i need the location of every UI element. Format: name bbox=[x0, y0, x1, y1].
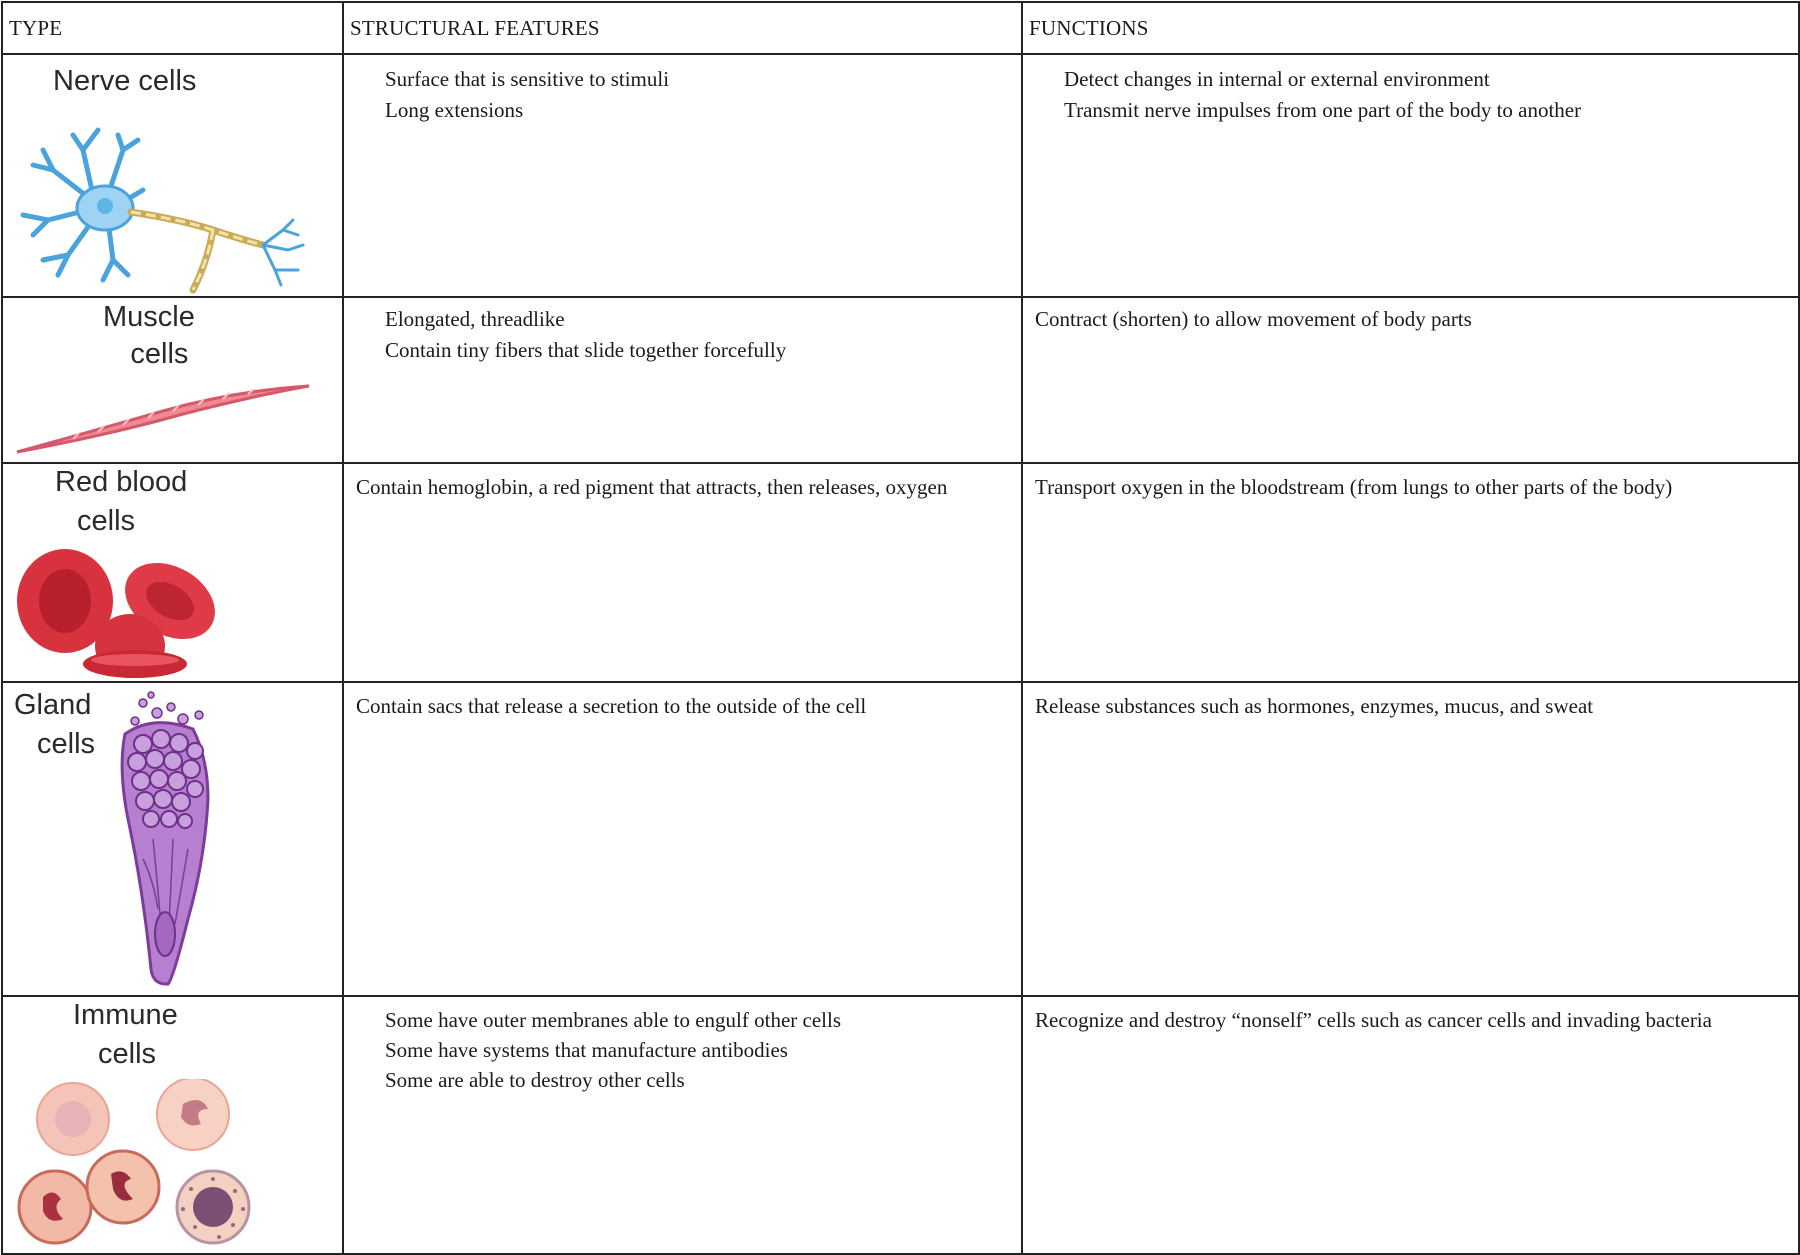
functions-cell bbox=[1022, 54, 1799, 297]
muscle-cell-icon bbox=[13, 376, 313, 456]
table-row bbox=[2, 54, 1799, 297]
functions-cell bbox=[1022, 463, 1799, 682]
feature-line: Surface that is sensitive to stimuli bbox=[385, 67, 670, 91]
structural-features-cell bbox=[343, 463, 1022, 682]
cell-type-label: Muscle cells bbox=[103, 301, 195, 370]
cell-type-label: Red blood cells bbox=[55, 466, 188, 537]
type-cell bbox=[2, 463, 343, 682]
red-blood-cells-icon bbox=[15, 546, 225, 678]
function-line: Release substances such as hormones, enzymes, mucus, and sweat bbox=[1035, 694, 1594, 718]
structural-features-cell bbox=[343, 54, 1022, 297]
feature-line: Elongated, threadlike bbox=[385, 307, 565, 331]
function-line: Recognize and destroy “nonself” cells such as cancer cells and invading bacteria bbox=[1035, 1008, 1712, 1032]
feature-line: Long extensions bbox=[385, 97, 524, 122]
table-row bbox=[2, 297, 1799, 463]
header-row bbox=[2, 2, 1799, 54]
structural-features-cell bbox=[343, 297, 1022, 463]
header-type: TYPE bbox=[2, 2, 343, 54]
nerve-cell-icon bbox=[13, 110, 313, 295]
table-row bbox=[2, 682, 1799, 996]
functions-cell bbox=[1022, 996, 1799, 1254]
structural-features-cell bbox=[343, 996, 1022, 1254]
function-line: Transmit nerve impulses from one part of the body to another bbox=[1064, 97, 1582, 122]
type-cell bbox=[2, 297, 343, 463]
cell-type-label: Gland cells bbox=[14, 689, 96, 760]
cell-type-label: Immune cells bbox=[73, 999, 178, 1070]
feature-line: Some have outer membranes able to engulf other cells bbox=[385, 1008, 842, 1032]
type-cell bbox=[2, 682, 343, 996]
function-line: Detect changes in internal or external environment bbox=[1064, 67, 1490, 91]
cell-types-table bbox=[1, 1, 1800, 1255]
table-row bbox=[2, 996, 1799, 1254]
feature-line: Some are able to destroy other cells bbox=[385, 1068, 685, 1092]
type-cell bbox=[2, 996, 343, 1254]
feature-line: Contain hemoglobin, a red pigment that attracts, then releases, oxygen bbox=[356, 475, 948, 499]
cell-type-label: Nerve cells bbox=[53, 65, 197, 97]
header-functions: FUNCTIONS bbox=[1022, 2, 1799, 54]
feature-line: Contain tiny fibers that slide together forcefully bbox=[385, 337, 787, 362]
header-structural-features: STRUCTURAL FEATURES bbox=[343, 2, 1022, 54]
table-row bbox=[2, 463, 1799, 682]
feature-line: Some have systems that manufacture antibodies bbox=[385, 1038, 788, 1062]
structural-features-cell bbox=[343, 682, 1022, 996]
gland-cell-icon bbox=[113, 689, 228, 989]
feature-line: Contain sacs that release a secretion to the outside of the cell bbox=[356, 694, 867, 718]
immune-cells-icon bbox=[13, 1079, 253, 1249]
type-cell bbox=[2, 54, 343, 297]
functions-cell bbox=[1022, 297, 1799, 463]
functions-cell bbox=[1022, 682, 1799, 996]
function-line: Transport oxygen in the bloodstream (from lungs to other parts of the body) bbox=[1035, 475, 1673, 499]
function-line: Contract (shorten) to allow movement of body parts bbox=[1035, 307, 1472, 331]
